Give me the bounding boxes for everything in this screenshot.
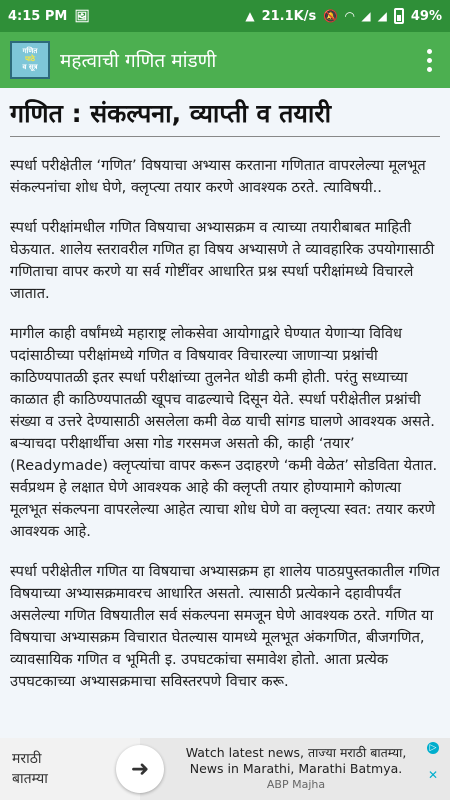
signal-icon: ▲ [245, 9, 255, 23]
mute-icon: 🔕 [323, 9, 339, 23]
article-title: गणित : संकल्पना, व्याप्ती व तयारी [10, 94, 440, 137]
article-paragraph-3: मागील काही वर्षांमध्ये महाराष्ट्र लोकसेवा आयोगाद्वारे घेण्यात येणाऱ्या विविध पदांसाठीच्या परीक्षांमध्ये गणित व विषयावर विचारल्या जाणाऱ्या प्रश्नांची काठिण्यपातळी इतर स्पर्धा परीक्षांच्या तुलनेत थोडी कमी होती. परंतु सध्याच्या काळात ही काठिण्यपातळी खूपच वाढल्याचे दिसून येते. स्पर्धा परीक्षेतील प्रश्नांची संख्या व उत्तरे देण्यासाठी असलेला कमी वेळ याची सांगड घालणे आवश्यक असते. बऱ्याचदा परीक्षार्थीचा असा गोड गरसमज असतो की, काही ‘तयार’ (Readymade) क्लृप्त्यांचा वापर करून उदाहरणे ‘कमी वेळेत’ सोडविता येतात. सर्वप्रथम हे लक्षात घेणे आवश्यक आहे की क्लृप्ती तयार होण्यामागे कोणत्या मूलभूत संकल्पना वापरलेल्या आहेत त्याचा शोध घेणे वा क्लृप्त्या स्वत: तयार करणे आवश्यक आहे. [10, 325, 438, 540]
ad-info-icon[interactable]: ▷ [427, 742, 439, 754]
app-bar [0, 32, 450, 88]
wifi-icon: ◠ [345, 9, 355, 23]
article-paragraph-4: स्पर्धा परीक्षेतील गणित या विषयाचा अभ्यासक्रम हा शालेय पाठय़पुस्तकातील गणित विषयाच्या अभ्यासक्रमावरच आधारित असतो. त्यासाठी प्रत्येकाने दहावीपर्यंत असलेल्या गणित विषयातील सर्व संकल्पना समजून घेणे आवश्यक ठरते. गणित या विषयाचा अभ्यासक्रम विचारात घेतल्यास यामध्ये मूलभूत अंकगणित, बीजगणित, व्यावसायिक गणित व भूमिती इ. उपघटकांचा समावेश होतो. आता प्रत्येक उपघटकाच्या अभ्यासक्रमाचा सविस्तरपणे विचार करू. [10, 563, 440, 690]
logo-line-1: गणित [22, 47, 38, 56]
ad-brand-panel[interactable] [0, 738, 150, 800]
image-icon: 🖼 [74, 9, 90, 23]
ad-brand-line-2: बातम्या [12, 771, 48, 787]
article-content[interactable] [0, 88, 450, 738]
mobile-signal-2-icon: ◢ [377, 9, 387, 23]
article-paragraph-2: स्पर्धा परीक्षांमधील गणित विषयाचा अभ्यासक्रम व त्याच्या तयारीबाबत माहिती घेऊयात. शालेय स्तरावरील गणित हा विषय अभ्यासणे ते व्यावहारिक उपयोगासाठी गणिताचा वापर करणे या सर्व गोष्टींवर आधारित प्रश्न स्पर्धा परीक्षांमध्ये विचारले जातात. [10, 219, 435, 302]
ad-text-block[interactable] [140, 745, 422, 793]
ad-banner[interactable] [0, 738, 450, 800]
app-logo [10, 41, 50, 79]
status-bar [0, 0, 450, 32]
mobile-signal-icon: ◢ [361, 9, 371, 23]
overflow-menu-icon[interactable] [418, 49, 440, 72]
arrow-right-icon: ➜ [130, 756, 150, 782]
ad-arrow-button[interactable] [116, 745, 164, 793]
ad-text: Watch latest news, ताज्या मराठी बातम्या, News in Marathi, Marathi Batmya. [185, 745, 407, 776]
app-title: महत्वाची गणित मांडणी [60, 50, 217, 72]
ad-close-icon[interactable]: ✕ [427, 768, 439, 782]
clock: 4:15 PM [8, 8, 68, 24]
logo-line-3: व सूत्र [22, 62, 38, 71]
ad-brand-line-1: मराठी [12, 751, 42, 767]
logo-line-2: पाठे [25, 55, 35, 64]
ad-source: ABP Majha [266, 778, 326, 791]
ad-brand [12, 749, 48, 789]
ad-badge [422, 738, 444, 800]
battery-icon [394, 8, 404, 24]
battery-percent: 49% [410, 8, 442, 24]
article-paragraph-1: स्पर्धा परीक्षेतील ‘गणित’ विषयाचा अभ्यास करताना गणितात वापरलेल्या मूलभूत संकल्पनांचा शोध घेणे, क्लृप्त्या तयार करणे आवश्यक ठरते. त्याविषयी.. [10, 157, 426, 196]
network-speed: 21.1K/s [261, 8, 317, 24]
